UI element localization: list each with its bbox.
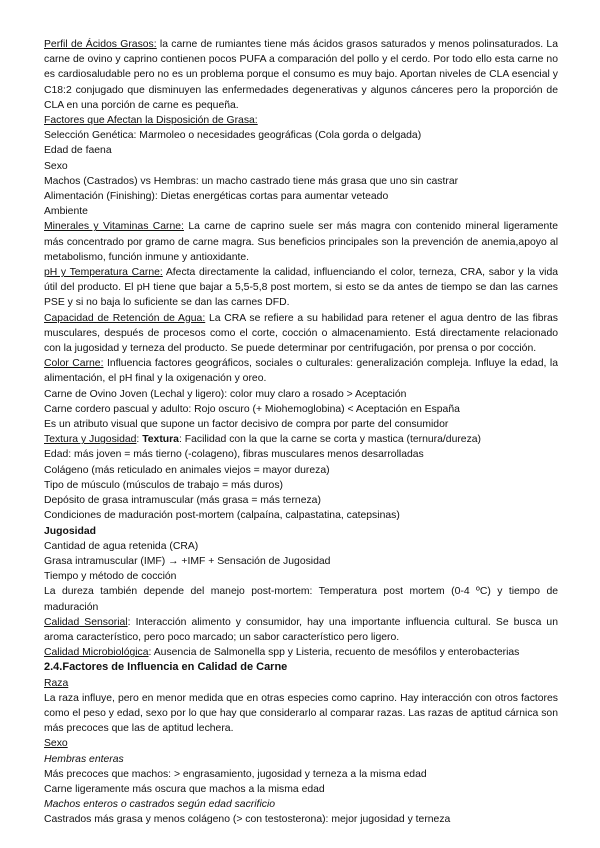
heading-minerales: Minerales y Vitaminas Carne: bbox=[44, 221, 184, 233]
document-page bbox=[44, 37, 558, 828]
list-item: Machos (Castrados) vs Hembras: un macho castrado tiene más grasa que uno sin castrar bbox=[44, 175, 459, 187]
textura-bold: Textura bbox=[142, 434, 179, 446]
text-sensorial: : Interacción alimento y consumidor, hay una importante influencia cultural. Se busca un aroma característico, pero poco marcado; un sabor característico pero ligero. bbox=[44, 616, 558, 643]
heading-raza: Raza bbox=[44, 677, 69, 689]
paragraph-sensorial bbox=[44, 615, 558, 645]
text-ph: Afecta directamente la calidad, influenciando el color, terneza, CRA, sabor y la vida útil del producto. El pH tiene que bajar a 5,5-5,8 post mortem, si esto se da antes de tiempo se dan las carnes PSE y si no baja lo suficiente se dan las carnes DFD. bbox=[44, 267, 559, 309]
heading-jugosidad: Jugosidad bbox=[44, 525, 96, 537]
paragraph-cra bbox=[44, 311, 558, 357]
list-item: Depósito de grasa intramuscular (más grasa = más terneza) bbox=[44, 495, 321, 507]
list-item: Colágeno (más reticulado en animales viejos = mayor dureza) bbox=[44, 464, 330, 476]
text-minerales: La carne de caprino suele ser más magra con contenido mineral ligeramente más concentrado por gramo de carne magra. Sus beneficios principales son la prevención de anemia,apoyo al metabolismo, función inmune y antioxidante. bbox=[44, 221, 558, 263]
text-jugosidad: La dureza también depende del manejo post-mortem: Temperatura post mortem (0-4 ºC) y tiempo de maduración bbox=[44, 586, 558, 613]
heading-ph: pH y Temperatura Carne: bbox=[44, 267, 163, 279]
list-item: Carne cordero pascual y adulto: Rojo oscuro (+ Miohemoglobina) < Aceptación en España bbox=[44, 403, 460, 415]
subheading-machos: Machos enteros o castrados según edad sacrificio bbox=[44, 799, 276, 811]
list-item: Grasa intramuscular (IMF) → +IMF + Sensación de Jugosidad bbox=[44, 555, 331, 567]
list-item: Tipo de músculo (músculos de trabajo = más duros) bbox=[44, 479, 283, 491]
heading-textura: Textura y Jugosidad bbox=[44, 434, 137, 446]
paragraph-microbiologica bbox=[44, 645, 558, 660]
paragraph-perfil bbox=[44, 37, 558, 113]
list-item: Edad: más joven = más tierno (-colageno), fibras musculares menos desarrolladas bbox=[44, 449, 424, 461]
list-item: Selección Genética: Marmoleo o necesidades geográficas (Cola gorda o delgada) bbox=[44, 130, 422, 142]
paragraph-minerales bbox=[44, 219, 558, 265]
paragraph-color bbox=[44, 356, 558, 386]
heading-sensorial: Calidad Sensorial bbox=[44, 616, 128, 628]
text-microbiologica: : Ausencia de Salmonella spp y Listeria, recuento de mesófilos y enterobacterias bbox=[148, 647, 520, 659]
subheading-hembras: Hembras enteras bbox=[44, 753, 124, 765]
text-textura: : Facilidad con la que la carne se corta y mastica (ternura/dureza) bbox=[178, 434, 482, 446]
list-item: Edad de faena bbox=[44, 145, 112, 157]
list-item: Alimentación (Finishing): Dietas energéticas cortas para aumentar veteado bbox=[44, 191, 389, 203]
list-item: Ambiente bbox=[44, 206, 88, 218]
heading-color: Color Carne: bbox=[44, 358, 104, 370]
text-cra: La CRA se refiere a su habilidad para retener el agua dentro de las fibras musculares, después de procesos como el corte, cocción o almacenamiento. Está directamente relacionado con la jugosidad y terneza del producto. Se puede determinar por centrifugación, por prensa o por cocción. bbox=[44, 312, 558, 355]
heading-microbiologica: Calidad Microbiológica bbox=[44, 647, 149, 659]
list-item: Tiempo y método de cocción bbox=[44, 571, 177, 583]
heading-sexo: Sexo bbox=[44, 738, 68, 750]
list-item: Castrados más grasa y menos colágeno (> con testosterona): mejor jugosidad y terneza bbox=[44, 814, 451, 826]
text-color: Influencia factores geográficos, sociales o culturales: generalización compleja. Influye la edad, la alimentación, el pH final y la oxigenación y oreo. bbox=[44, 358, 558, 385]
textura-colon: : bbox=[136, 434, 143, 446]
text-raza: La raza influye, pero en menor medida que en otras especies como caprino. Hay interacción con otros factores como el peso y edad, sexo por lo que hay que considerarlo al comparar razas. Las razas de aptitud cárnica son más precoces que las de aptitud lechera. bbox=[44, 692, 558, 735]
list-item: Sexo bbox=[44, 160, 68, 172]
heading-perfil: Perfil de Ácidos Grasos: bbox=[44, 39, 157, 50]
list-item: Más precoces que machos: > engrasamiento, jugosidad y terneza a la misma edad bbox=[44, 768, 427, 780]
paragraph-ph bbox=[44, 265, 558, 311]
list-item: Cantidad de agua retenida (CRA) bbox=[44, 540, 199, 552]
heading-cra: Capacidad de Retención de Agua: bbox=[44, 312, 206, 324]
text-perfil: la carne de rumiantes tiene más ácidos grasos saturados y menos polinsaturados. La carne de ovino y caprino contienen pocos PUFA a comparación del pollo y el cerdo. Por todo ello esta carne no es cardiosaludable pero no es un problema porque el consumo es muy bajo. Aportan niveles de CLA esencial y C18:2 conjugado que disminuyen las enfermedades degenerativas y algunos cánceres pero la proporción de CLA en una porción de carne es pequeña. bbox=[44, 39, 558, 111]
list-item: Carne ligeramente más oscura que machos a la misma edad bbox=[44, 783, 325, 795]
list-item: Condiciones de maduración post-mortem (calpaína, calpastatina, catepsinas) bbox=[44, 510, 400, 522]
section-title: 2.4.Factores de Influencia en Calidad de Carne bbox=[44, 661, 288, 674]
list-item: Carne de Ovino Joven (Lechal y ligero): color muy claro a rosado > Aceptación bbox=[44, 388, 407, 400]
paragraph-textura bbox=[44, 432, 558, 447]
list-item: Es un atributo visual que supone un factor decisivo de compra por parte del consumidor bbox=[44, 419, 449, 431]
heading-grasa: Factores que Afectan la Disposición de Grasa: bbox=[44, 115, 258, 127]
